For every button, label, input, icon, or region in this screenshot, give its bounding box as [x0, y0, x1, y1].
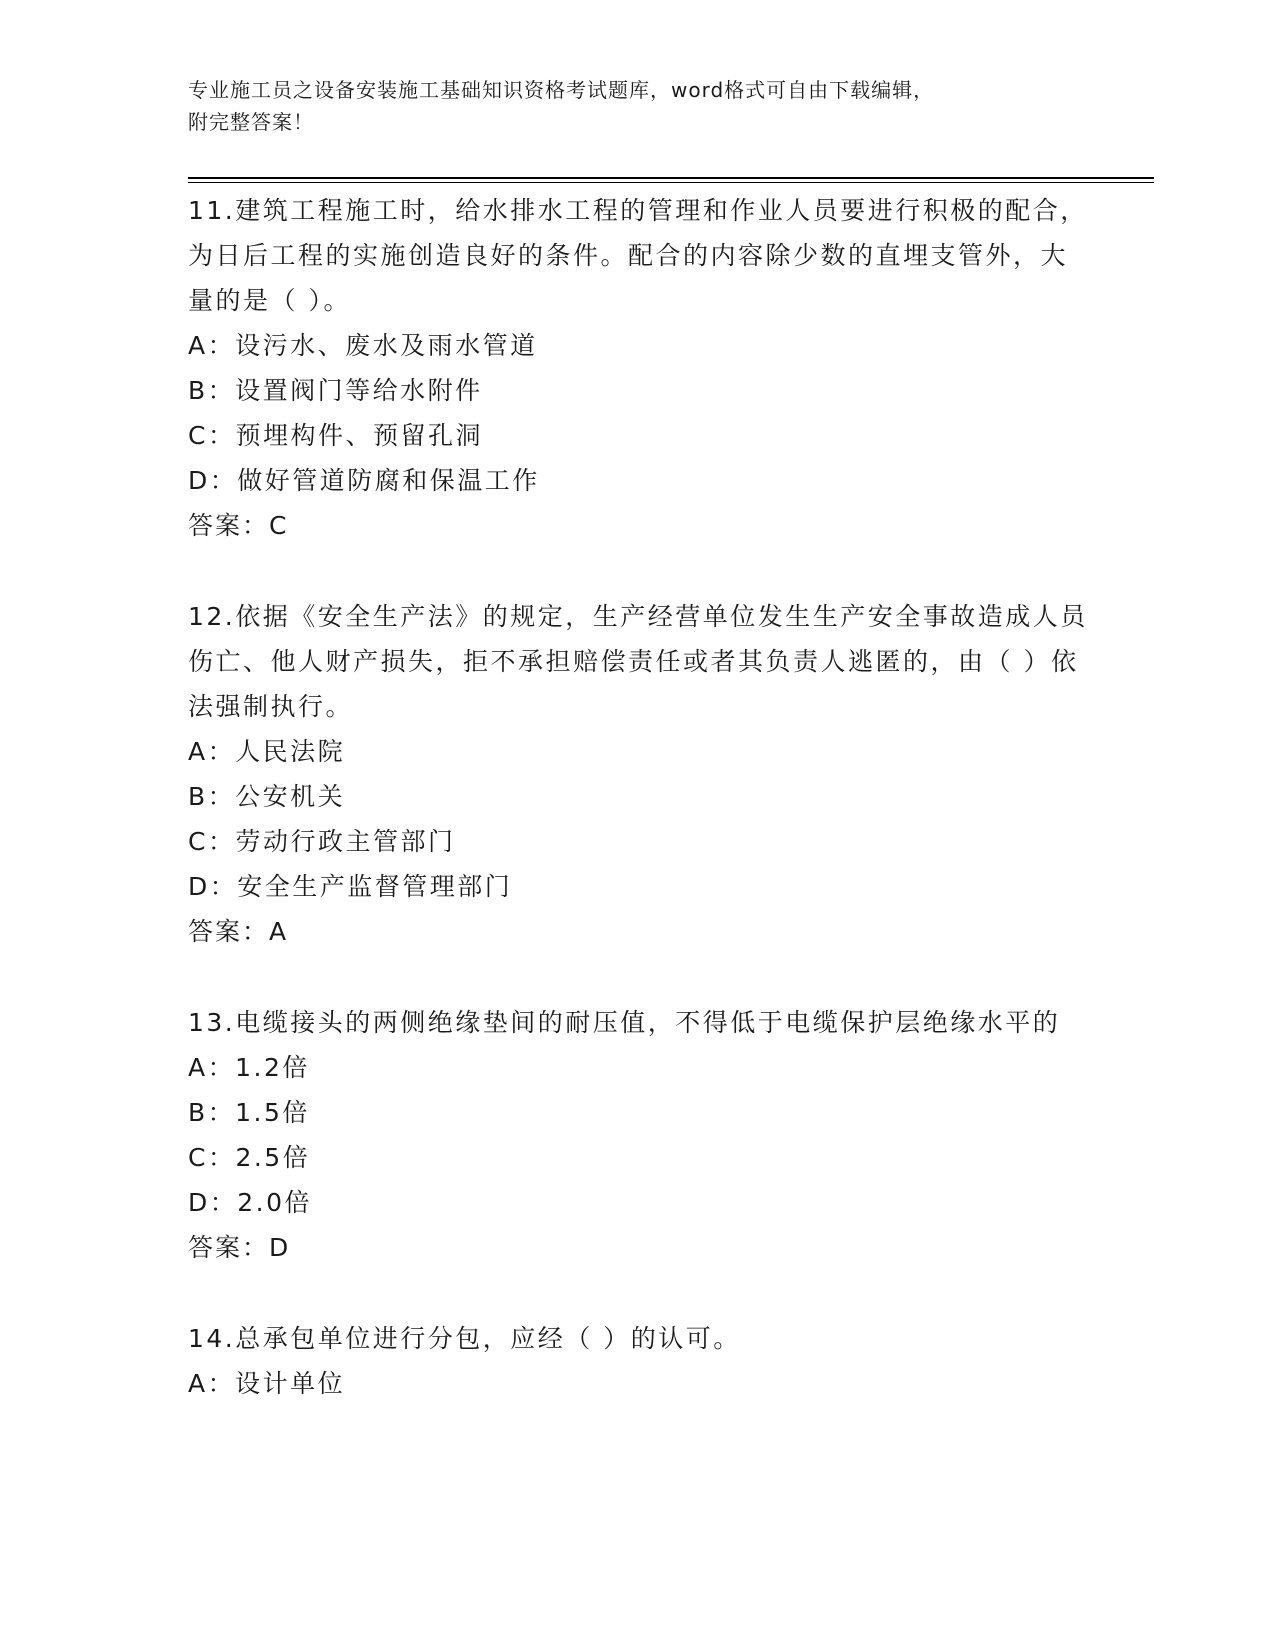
question-text: 13.电缆接头的两侧绝缘垫间的耐压值，不得低于电缆保护层绝缘水平的	[188, 1008, 1061, 1037]
option-a: A：1.2倍	[188, 1053, 310, 1082]
header-title-line2: 附完整答案！	[188, 110, 314, 134]
option-d: D：安全生产监督管理部门	[188, 872, 513, 901]
question-text: 12.依据《安全生产法》的规定，生产经营单位发生生产安全事故造成人员伤亡、他人财产损失，拒不承担赔偿责任或者其负责人逃匿的，由（ ）依法强制执行。	[188, 602, 1088, 721]
question-text: 11.建筑工程施工时，给水排水工程的管理和作业人员要进行积极的配合，为日后工程的实施创造良好的条件。配合的内容除少数的直埋支管外，大量的是（ ）。	[188, 196, 1088, 315]
question-13	[188, 1000, 1088, 1270]
question-11	[188, 188, 1088, 548]
option-b: B：公安机关	[188, 782, 346, 811]
answer: 答案：C	[188, 511, 289, 540]
question-14	[188, 1316, 1088, 1406]
question-12	[188, 594, 1088, 954]
question-list	[188, 188, 1088, 1452]
option-c: C：2.5倍	[188, 1143, 311, 1172]
header-divider-thick	[188, 177, 1154, 179]
option-a: A：设污水、废水及雨水管道	[188, 331, 538, 360]
option-c: C：劳动行政主管部门	[188, 827, 456, 856]
option-d: D：做好管道防腐和保温工作	[188, 466, 540, 495]
answer: 答案：A	[188, 917, 289, 946]
option-a: A：设计单位	[188, 1369, 346, 1398]
question-text: 14.总承包单位进行分包，应经（ ）的认可。	[188, 1324, 741, 1353]
document-header	[188, 74, 1068, 138]
option-d: D：2.0倍	[188, 1188, 313, 1217]
header-title-line1: 专业施工员之设备安装施工基础知识资格考试题库，word格式可自由下载编辑，	[188, 78, 935, 102]
answer: 答案：D	[188, 1233, 291, 1262]
option-a: A：人民法院	[188, 737, 346, 766]
option-b: B：设置阀门等给水附件	[188, 376, 483, 405]
header-divider-thin	[188, 182, 1154, 183]
option-c: C：预埋构件、预留孔洞	[188, 421, 483, 450]
option-b: B：1.5倍	[188, 1098, 310, 1127]
